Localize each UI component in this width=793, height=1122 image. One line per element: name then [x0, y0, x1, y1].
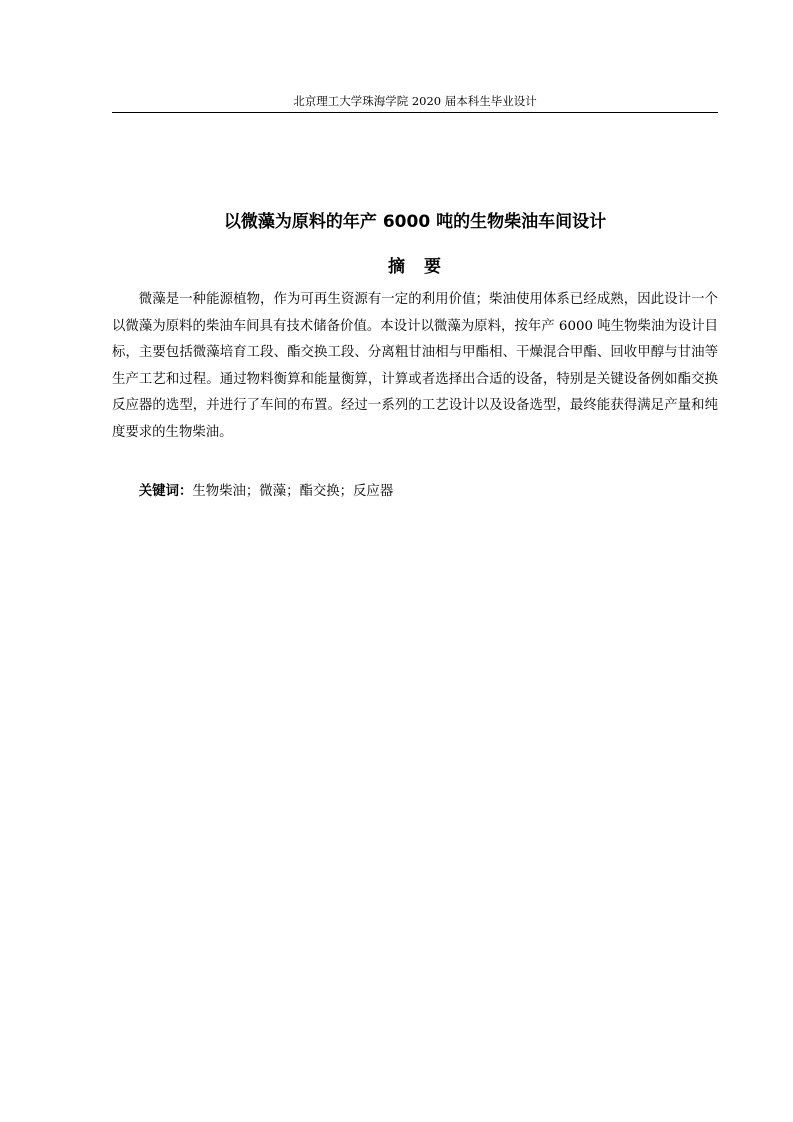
keywords-value: 生物柴油；微藻；酯交换；反应器	[192, 484, 394, 499]
running-header	[112, 94, 718, 113]
abstract-body: 微藻是一种能源植物，作为可再生资源有一定的利用价值；柴油使用体系已经成熟，因此设计一个以微藻为原料的柴油车间具有技术储备价值。本设计以微藻为原料，按年产 6000 吨生物柴油为设计目标，主要包括微藻培育工段、酯交换工段、分离粗甘油相与甲酯相、干燥混合甲酯、回收甲醇与甘油等生产工艺和过程。通过物料衡算和能量衡算，计算或者选择出合适的设备，特别是关键设备例如酯交换反应器的选型，并进行了车间的布置。经过一系列的工艺设计以及设备选型，最终能获得满足产量和纯度要求的生物柴油。	[112, 292, 718, 440]
abstract-heading: 摘 要	[388, 257, 442, 277]
running-header-text: 北京理工大学珠海学院 2020 届本科生毕业设计	[293, 94, 537, 108]
keywords-line	[112, 479, 718, 505]
thesis-title: 以微藻为原料的年产 6000 吨的生物柴油车间设计	[223, 212, 607, 232]
keywords-label: 关键词：	[138, 484, 193, 499]
